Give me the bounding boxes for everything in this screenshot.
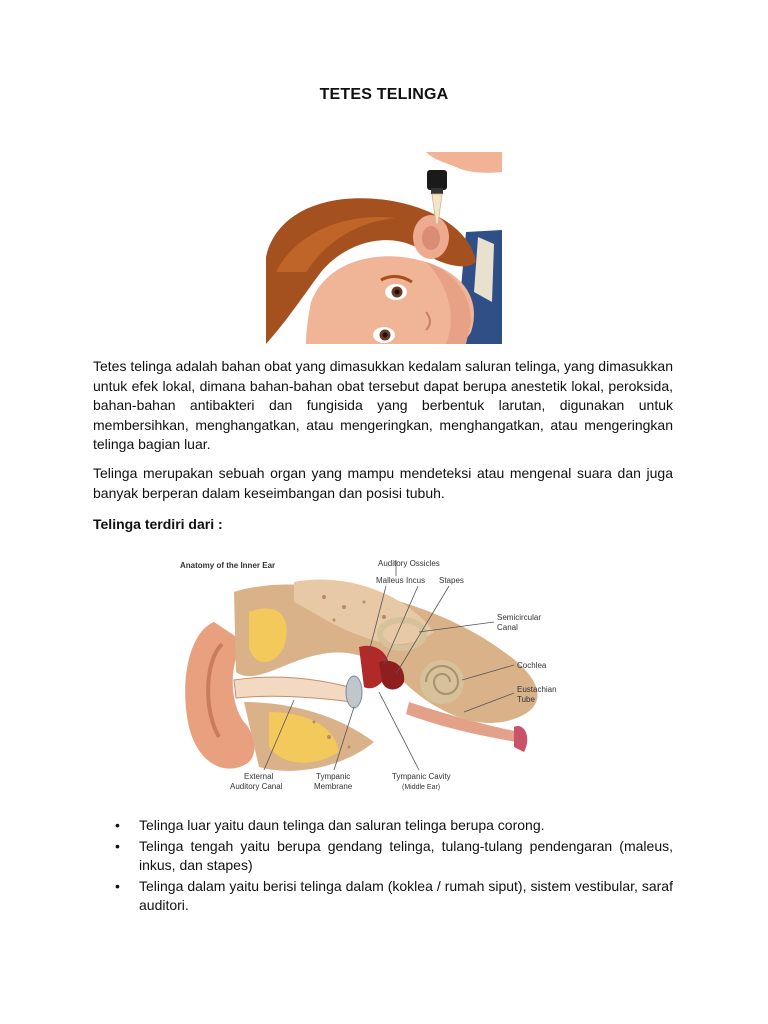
ear-definition-paragraph: Telinga merupakan sebuah organ yang mampu mendeteksi atau mengenal suara dan juga banyak berperan dalam keseimbangan dan posisi tubuh. xyxy=(93,465,673,501)
label-auditory-canal: Auditory Canal xyxy=(230,782,283,791)
bullet-icon: • xyxy=(115,817,120,833)
label-tympanic-cavity: Tympanic Cavity xyxy=(392,772,451,781)
label-malleus: Malleus xyxy=(376,576,404,585)
list-item xyxy=(93,837,673,876)
label-external: External xyxy=(244,772,274,781)
label-membrane: Membrane xyxy=(314,782,353,791)
ear-drop-photo xyxy=(266,152,502,344)
label-stapes: Stapes xyxy=(439,576,464,585)
section-heading: Telinga terdiri dari : xyxy=(93,516,223,532)
ear-anatomy-diagram xyxy=(174,552,594,800)
label-semicircular: Semicircular xyxy=(497,613,542,622)
intro-paragraph: Tetes telinga adalah bahan obat yang dimasukkan kedalam saluran telinga, yang dimasukkan untuk efek lokal, dimana bahan-bahan obat tersebut dapat berupa anestetik lokal, peroksida, bahan-bahan antibakteri dan fungisida yang berbentuk larutan, digunakan untuk membersihkan, menghangatkan, atau mengeringkan, menghangatkan, atau mengeringkan telinga bagian luar. xyxy=(93,358,673,452)
list-item xyxy=(93,877,673,916)
label-auditory-ossicles: Auditory Ossicles xyxy=(378,559,440,568)
bullet-icon: • xyxy=(115,837,120,854)
list-item-text: Telinga luar yaitu daun telinga dan saluran telinga berupa corong. xyxy=(139,817,545,833)
page-title: TETES TELINGA xyxy=(319,86,449,103)
list-item-text: Telinga tengah yaitu berupa gendang telinga, tulang-tulang pendengaran (maleus, inkus, dan stapes) xyxy=(139,837,673,873)
label-canal: Canal xyxy=(497,623,518,632)
label-middle-ear: (Middle Ear) xyxy=(402,784,441,791)
label-eustachian: Eustachian xyxy=(517,685,557,694)
bullet-icon: • xyxy=(115,877,120,894)
ear-parts-list xyxy=(93,816,673,917)
label-tympanic: Tympanic xyxy=(316,772,351,781)
diagram-title: Anatomy of the Inner Ear xyxy=(180,561,276,570)
list-item-text: Telinga dalam yaitu berisi telinga dalam (koklea / rumah siput), sistem vestibular, saraf auditori. xyxy=(139,877,673,913)
label-incus: Incus xyxy=(406,576,426,585)
label-tube: Tube xyxy=(517,695,535,704)
list-item xyxy=(93,816,673,836)
label-cochlea: Cochlea xyxy=(517,661,547,670)
